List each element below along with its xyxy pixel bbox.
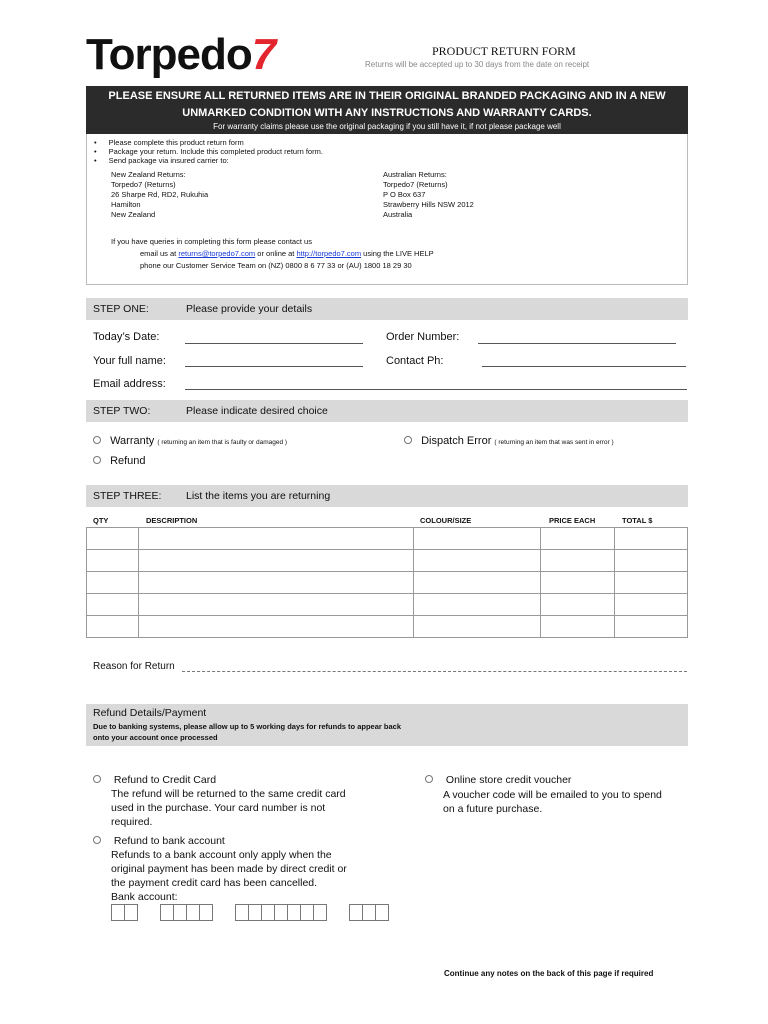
refund-note: Due to banking systems, please allow up to 5 working days for refunds to appear back onto your account once processed [93, 722, 401, 742]
credit-card-radio[interactable] [93, 775, 101, 783]
table-row [87, 594, 688, 616]
query-line-1: If you have queries in completing this form please contact us [111, 237, 312, 246]
items-table [86, 527, 688, 638]
step-three-title: List the items you are returning [186, 490, 331, 502]
step-two-key: STEP TWO: [93, 405, 151, 417]
returns-email-link[interactable]: returns@torpedo7.com [178, 249, 256, 258]
notice-line-3: For warranty claims please use the original packaging if you still have it, if not please package well [213, 122, 561, 131]
dispatch-error-radio[interactable] [404, 436, 412, 444]
warranty-radio[interactable] [93, 436, 101, 444]
date-field[interactable] [185, 343, 363, 344]
query-line-3: phone our Customer Service Team on (NZ) 0800 8 6 77 33 or (AU) 1800 18 29 30 [140, 261, 412, 270]
packaging-notice [86, 86, 688, 134]
notice-line-1: PLEASE ENSURE ALL RETURNED ITEMS ARE IN THEIR ORIGINAL BRANDED PACKAGING AND IN A NEW [108, 90, 666, 102]
instruction-list [94, 138, 323, 165]
instruction-item: • Package your return. Include this completed product return form. [94, 147, 323, 156]
col-colour-size: COLOUR/SIZE [420, 516, 472, 525]
step-two-bar [86, 400, 688, 422]
col-price-each: PRICE EACH [549, 516, 596, 525]
step-one-bar [86, 298, 688, 320]
footer-note: Continue any notes on the back of this page if required [444, 969, 654, 978]
email-field[interactable] [185, 389, 687, 390]
credit-card-desc: The refund will be returned to the same credit card used in the purchase. Your card number is not required. [111, 788, 346, 828]
logo-seven: 7 [251, 30, 276, 79]
bank-account-desc: Refunds to a bank account only apply when the original payment has been made by direct credit or the payment credit card has been cancelled. Bank account: [111, 849, 347, 903]
step-one-key: STEP ONE: [93, 303, 149, 315]
voucher-option[interactable]: Online store credit voucher [425, 773, 571, 787]
order-number-field[interactable] [478, 343, 676, 344]
credit-card-option[interactable]: Refund to Credit Card [93, 773, 216, 787]
refund-radio[interactable] [93, 456, 101, 464]
col-description: DESCRIPTION [146, 516, 198, 525]
contact-phone-field[interactable] [482, 366, 686, 367]
contact-phone-label: Contact Ph: [386, 355, 444, 367]
email-label: Email address: [93, 378, 166, 390]
order-number-label: Order Number: [386, 331, 460, 343]
step-three-key: STEP THREE: [93, 490, 162, 502]
table-row [87, 616, 688, 638]
dispatch-error-option[interactable]: Dispatch Error ( returning an item that was sent in error ) [404, 435, 614, 447]
torpedo7-logo: Torpedo7 [86, 30, 276, 79]
col-qty: QTY [93, 516, 109, 525]
voucher-desc: A voucher code will be emailed to you to spend on a future purchase. [443, 789, 662, 815]
reason-field[interactable] [182, 671, 687, 672]
query-line-2: email us at returns@torpedo7.com or online at http://torpedo7.com using the LIVE HELP [140, 249, 434, 258]
form-subtitle: Returns will be accepted up to 30 days from the date on receipt [365, 60, 590, 69]
full-name-label: Your full name: [93, 355, 166, 367]
bank-account-option[interactable]: Refund to bank account [93, 834, 225, 848]
notice-line-2: UNMARKED CONDITION WITH ANY INSTRUCTIONS AND WARRANTY CARDS. [182, 107, 592, 119]
au-address: Australian Returns: Torpedo7 (Returns) P O Box 637 Strawberry Hills NSW 2012 Australia [383, 170, 474, 219]
table-row [87, 528, 688, 550]
step-three-bar [86, 485, 688, 507]
refund-title: Refund Details/Payment [93, 707, 207, 719]
nz-address: New Zealand Returns: Torpedo7 (Returns) 26 Sharpe Rd, RD2, Rukuhia Hamilton New Zealand [111, 170, 209, 219]
instruction-item: • Send package via insured carrier to: [94, 156, 323, 165]
step-two-title: Please indicate desired choice [186, 405, 328, 417]
refund-details-bar [86, 704, 688, 746]
form-title: PRODUCT RETURN FORM [432, 44, 576, 58]
table-row [87, 550, 688, 572]
refund-option[interactable]: Refund [93, 455, 146, 467]
table-row [87, 572, 688, 594]
bank-account-radio[interactable] [93, 836, 101, 844]
full-name-field[interactable] [185, 366, 363, 367]
website-link[interactable]: http://torpedo7.com [296, 249, 362, 258]
step-one-title: Please provide your details [186, 303, 313, 315]
reason-label: Reason for Return [93, 661, 175, 672]
voucher-radio[interactable] [425, 775, 433, 783]
bank-account-boxes[interactable] [111, 904, 388, 926]
instruction-item: • Please complete this product return form [94, 138, 323, 147]
date-label: Today’s Date: [93, 331, 160, 343]
col-total: TOTAL $ [622, 516, 653, 525]
warranty-option[interactable]: Warranty ( returning an item that is faulty or damaged ) [93, 435, 287, 447]
